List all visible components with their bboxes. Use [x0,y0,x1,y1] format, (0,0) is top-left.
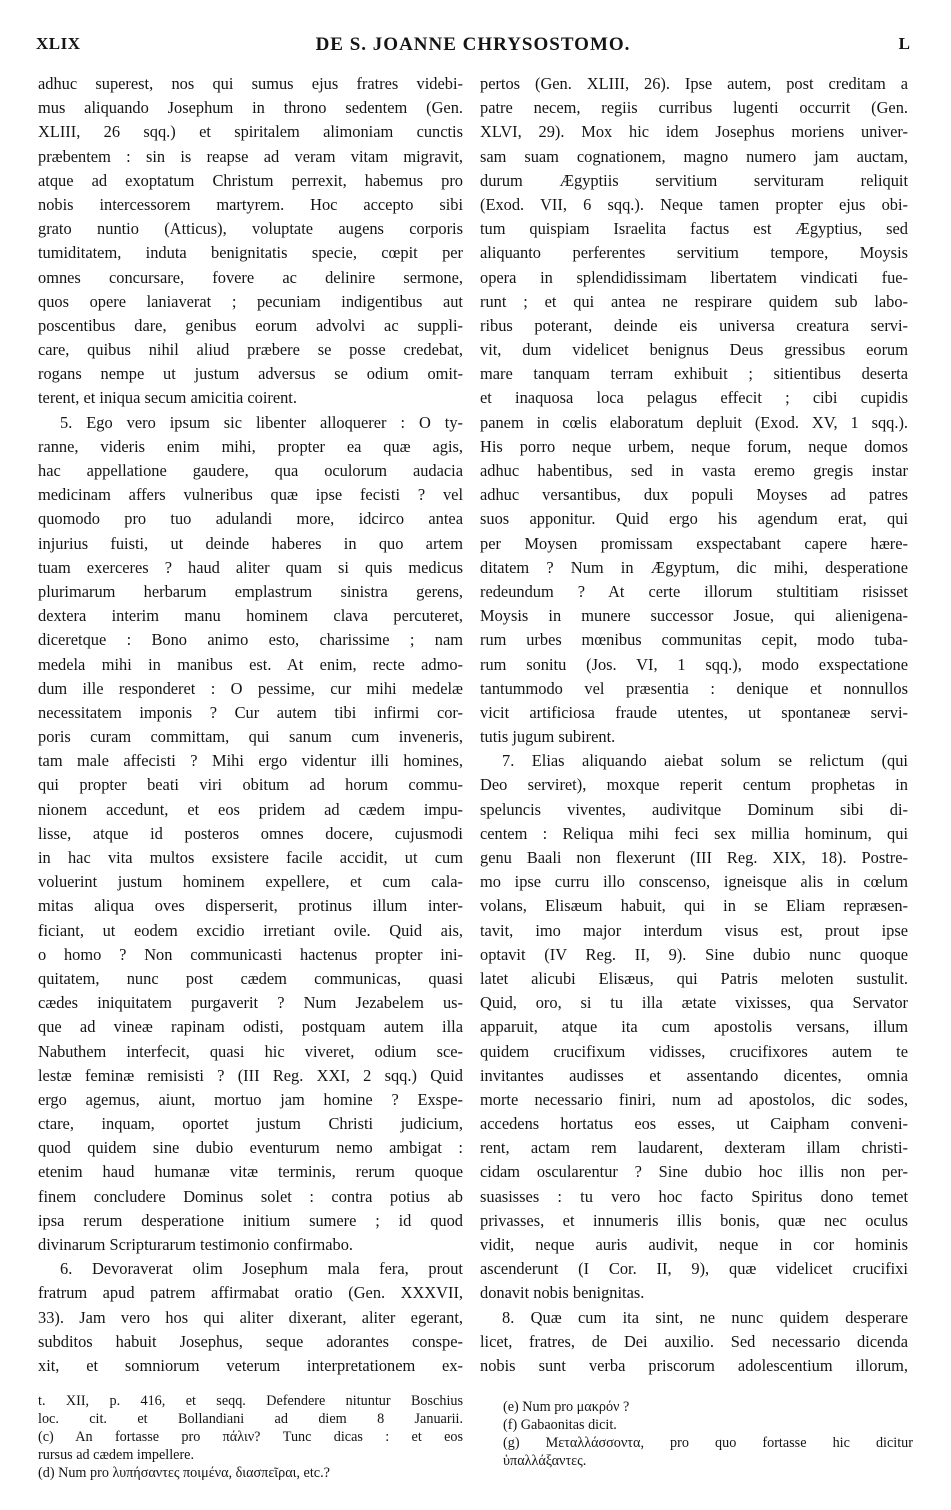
text-line: nionem accedunt, et eos pridem ad cædem impu- [38,799,463,819]
folio-right: L [898,34,910,53]
text-line: mare tanquam terram exhibuit ; sitientibus deserta [480,364,908,384]
text-line: suasisses : tu vero hoc facto Spiritus dono temet [480,1186,908,1206]
text-line: lestæ feminæ remisisti ? (III Reg. XXI, 2 sqq.) Quid [38,1065,463,1085]
text-line: mo ipse curru illo conscenso, igneisque alis in cœlum [480,872,908,892]
text-line: grato nuntio (Atticus), voluptate augens corporis [38,219,463,239]
text-line: omnes concursare, fovere ac delinire sermone, [38,267,463,287]
text-line: Quid, oro, si tu illa ætate vixisses, qua Servator [480,993,908,1013]
text-line: diceretque : Bono animo esto, charissime ; nam [38,630,463,650]
text-line: cædes iniquitatem purgaverit ? Num Jezabelem us- [38,993,463,1013]
text-line: quitatem, nunc post cædem communicas, quasi [38,968,463,988]
text-line: o homo ? Non communicasti hactenus propter ini- [38,944,463,964]
text-line: runt ; et qui antea ne respirare quidem sub labo- [480,291,908,311]
text-line: terent, et iniqua secum amicitia coirent. [38,388,297,408]
text-line: centem : Reliqua mihi feci sex millia hominum, qui [480,823,908,843]
text-line: dextera interim manu hominem clava percuteret, [38,606,463,626]
text-line: vit, dum videlicet benignus Deus gressibus eorum [480,340,908,360]
text-line: poris curam committam, qui sanum cum inveneris, [38,727,463,747]
text-line: aliquanto perferentes servitium tempore, Moysis [480,243,908,263]
text-line: plurimarum herbarum emplastrum sinistra gerens, [38,581,463,601]
text-line: mus aliquando Josephum in throno sedentem (Gen. [38,98,463,118]
text-line: quod quidem sine dubio eventurum nemo ambigat : [38,1138,463,1158]
text-line: 8. Quæ cum ita sint, ne nunc quidem desperare [502,1307,908,1327]
text-line: genu Baali non flexerunt (III Reg. XIX, 18). Postre- [480,848,908,867]
text-line: ficiant, ut eodem excidio irretiant ovile. Quid ais, [38,920,463,940]
text-line: (g) Μεταλλάσσοντα, pro quo fortasse hic dicitur [503,1435,913,1451]
text-line: rum sonitu (Jos. VI, 1 sqq.), modo exspectatione [480,654,908,674]
text-line: medela mihi in manibus est. At enim, recte admo- [38,654,463,674]
text-line: ditatem ? Num in Ægyptum, dic mihi, desperatione [480,557,908,577]
right-text-column [480,72,908,1378]
text-line: adhuc habentibus, sed in vasta eremo gregis instar [480,461,908,480]
text-line: volans, Elisæum habuit, qui in se Eliam repræsen- [480,896,908,916]
text-line: que ad vineæ rapinam odisti, postquam autem illa [38,1017,463,1037]
text-line: medicinam affers vulneribus quæ ipse fecisti ? vel [38,485,463,505]
text-line: Nabuthem interfecit, quasi hic viveret, odium sce- [38,1041,463,1061]
text-line: poscentibus dare, genibus eorum advolvi ac suppli- [38,315,463,335]
text-line: donavit nobis benignitas. [480,1283,645,1303]
text-line: tumiditatem, induta benignitatis specie, cœpit per [38,243,463,263]
text-line: subditos habuit Josephus, seque adorantes conspe- [38,1331,463,1351]
text-line: licet, fratres, de Dei auxilio. Sed necessario dicenda [480,1331,908,1351]
text-line: panem in cœlis elaboratum depluit (Exod. XV, 1 sqq.). [480,412,908,432]
text-line: privasses, et innumeris illis bonis, quæ nec oculus [480,1210,908,1230]
text-line: tutis jugum subirent. [480,727,616,747]
text-line: lisse, atque id posteros omnes docere, cujusmodi [38,823,463,843]
footnotes-left [38,1392,463,1482]
text-line: redeundum ? At certe illorum stultitiam risisset [480,581,908,601]
text-line: et inaquosa loca pelagus effecit ; cibi cupidis [480,388,908,408]
text-line: (f) Gabaonitas dicit. [503,1417,617,1433]
text-line: durum Ægyptiis servitium servituram reliquit [480,170,908,190]
text-line: ribus poterant, deinde eis universa creatura servi- [480,315,908,335]
text-line: His porro neque urbem, neque forum, neque domos [480,436,908,456]
text-line: injurius fuisti, ut deinde haberes in quo artem [38,533,463,553]
text-line: apparuit, atque ita cum apostolis versans, illum [480,1017,908,1037]
text-line: vicit artificiosa fraude utentes, ut spontaneæ servi- [480,702,908,722]
text-line: quos opere laniaverat ; pecuniam indigentibus aut [38,291,463,311]
text-line: ergo agemus, aiunt, mortuo jam homine ? Exspe- [38,1089,463,1109]
text-line: suos apponitur. Quid ergo his agendum erat, qui [480,509,908,529]
text-line: (c) An fortasse pro πάλιν? Tunc dicas : et eos [38,1429,463,1445]
footnotes-right [503,1398,913,1470]
text-line: (e) Num pro μακρόν ? [503,1399,630,1415]
text-line: invitantes audisses et assentando dicentes, omnia [480,1065,908,1085]
text-line: nobis intercessorem martyrem. Hoc accepto sibi [38,194,463,214]
text-line: tuam exerceres ? haud aliter quam si quis medicus [38,557,463,577]
text-line: quidem crucifixum vidisses, crucifixores autem te [480,1041,908,1061]
text-line: quomodo pro tuo adulandi more, idcirco antea [38,509,463,529]
text-line: nobis sunt verba priscorum adolescentium illorum, [480,1355,908,1375]
text-line: loc. cit. et Bollandiani ad diem 8 Januarii. [38,1411,463,1427]
text-line: 6. Devoraverat olim Josephum mala fera, prout [60,1259,463,1279]
text-line: t. XII, p. 416, et seqq. Defendere nituntur Boschius [38,1393,463,1409]
text-line: (Exod. VII, 6 sqq.). Neque tamen propter ejus obi- [480,194,908,214]
text-line: tantummodo vel præsentia : denique et nonnullos [480,678,908,698]
text-line: ctare, inquam, oportet justum Christi judicium, [38,1114,463,1134]
text-line: atque ad exoptatum Christum perrexit, habemus pro [38,170,463,190]
text-line: in hac vita multos exsistere facile accidit, ut cum [38,848,463,867]
text-line: hac appellatione gaudere, qua oculorum audacia [38,461,463,480]
text-line: adhuc versantibus, dux populi Moyses ad patres [480,485,908,505]
text-line: cidam oscularentur ? Sine dubio hoc illis non per- [480,1162,908,1182]
text-line: divinarum Scripturarum testimonio confirmabo. [38,1235,353,1254]
text-line: 7. Elias aliquando aiebat solum se relictum (qui [502,751,908,771]
text-line: necessitatem imponis ? Cur autem tibi infirmi cor- [38,702,463,722]
text-line: care, quibus nihil aliud præbere se posse credebat, [38,340,463,360]
text-line: fratrum apud patrem affirmabat oratio (Gen. XXXVII, [38,1283,463,1303]
text-line: latet alicubi Elisæus, qui Patris meloten sustulit. [480,968,908,988]
text-line: rent, actam rem laudarent, dexteram illam christi- [480,1138,908,1158]
left-text-column [38,72,463,1378]
text-line: xit, et somniorum veterum interpretationem ex- [38,1355,463,1375]
text-line: sam suam cognationem, magno numero jam auctam, [480,146,908,166]
text-line: finem concludere Dominus solet : contra potius ab [38,1186,463,1206]
text-line: tum quispiam Israelita factus est Ægyptius, sed [480,219,908,239]
text-line: 33). Jam vero hos qui aliter dixerant, aliter egerant, [38,1307,463,1327]
text-line: XLVI, 29). Mox hic idem Josephus moriens univer- [480,122,908,142]
text-line: ὑπαλλάξαντες. [503,1453,587,1469]
text-line: (d) Num pro λυπήσαντες ποιμένα, διασπεῖραι, etc.? [38,1465,330,1481]
text-line: speluncis viventes, audivitque Dominum sibi di- [480,799,908,819]
text-line: mitas aliqua oves disperserit, protinus illum inter- [38,896,463,916]
text-line: pertos (Gen. XLIII, 26). Ipse autem, post creditam a [480,74,908,93]
running-title: DE S. JOANNE CHRYSOSTOMO. [315,34,631,55]
text-line: accedens hortatus eos esses, ut Caipham conveni- [480,1114,908,1134]
text-line: ipsa rerum desperatione initium sumere ; id quod [38,1210,463,1230]
text-line: Moysis in munere successor Josue, qui alienigena- [480,606,908,626]
text-line: patre necem, regiis curribus lugenti occurrit (Gen. [480,98,908,118]
text-line: optavit (IV Reg. II, 9). Sine dubio nunc quoque [480,944,908,964]
text-line: etenim haud humanæ vitæ terminis, rerum quoque [38,1162,463,1182]
text-line: præbentem : sin is reapse ad veram vitam migravit, [38,146,463,166]
text-line: voluerint justum hominem expellere, et cum cala- [38,872,463,892]
text-line: rursus ad cædem impellere. [38,1447,195,1463]
text-line: Deo serviret), moxque reperit centum prophetas in [480,775,908,795]
text-line: vidit, neque auris audivit, neque in cor hominis [480,1235,908,1254]
running-header [36,34,910,64]
text-line: opera in splendidissimam libertatem vindicati fue- [480,267,908,287]
text-line: ascenderunt (I Cor. II, 9), quæ videlicet crucifixi [480,1259,908,1279]
text-line: qui propter beati viri obitum ad horum commu- [38,775,463,795]
text-line: dum ille responderet : O pessime, cur mihi medelæ [38,678,463,698]
text-line: morte necessario finiri, num ad apostolos, dic sodes, [480,1089,908,1109]
text-line: ranne, videris enim mihi, propter ea quæ agis, [38,436,463,456]
text-line: tam male affecisti ? Mihi ergo videntur illi homines, [38,751,463,771]
text-line: rogans nempe ut justum adversus se odium omit- [38,364,463,384]
text-line: 5. Ego vero ipsum sic libenter alloquerer : O ty- [60,412,463,432]
text-line: per Moysen promissam exspectabant capere hære- [480,533,908,553]
text-line: tavit, imo major interdum visus est, prout ipse [480,920,908,940]
text-line: XLIII, 26 sqq.) et spiritalem alimoniam cunctis [38,122,463,142]
folio-left: XLIX [36,34,81,53]
text-line: adhuc superest, nos qui sumus ejus fratres videbi- [38,74,463,93]
text-line: rum urbes mœnibus communitas cepit, modo tuba- [480,630,908,650]
